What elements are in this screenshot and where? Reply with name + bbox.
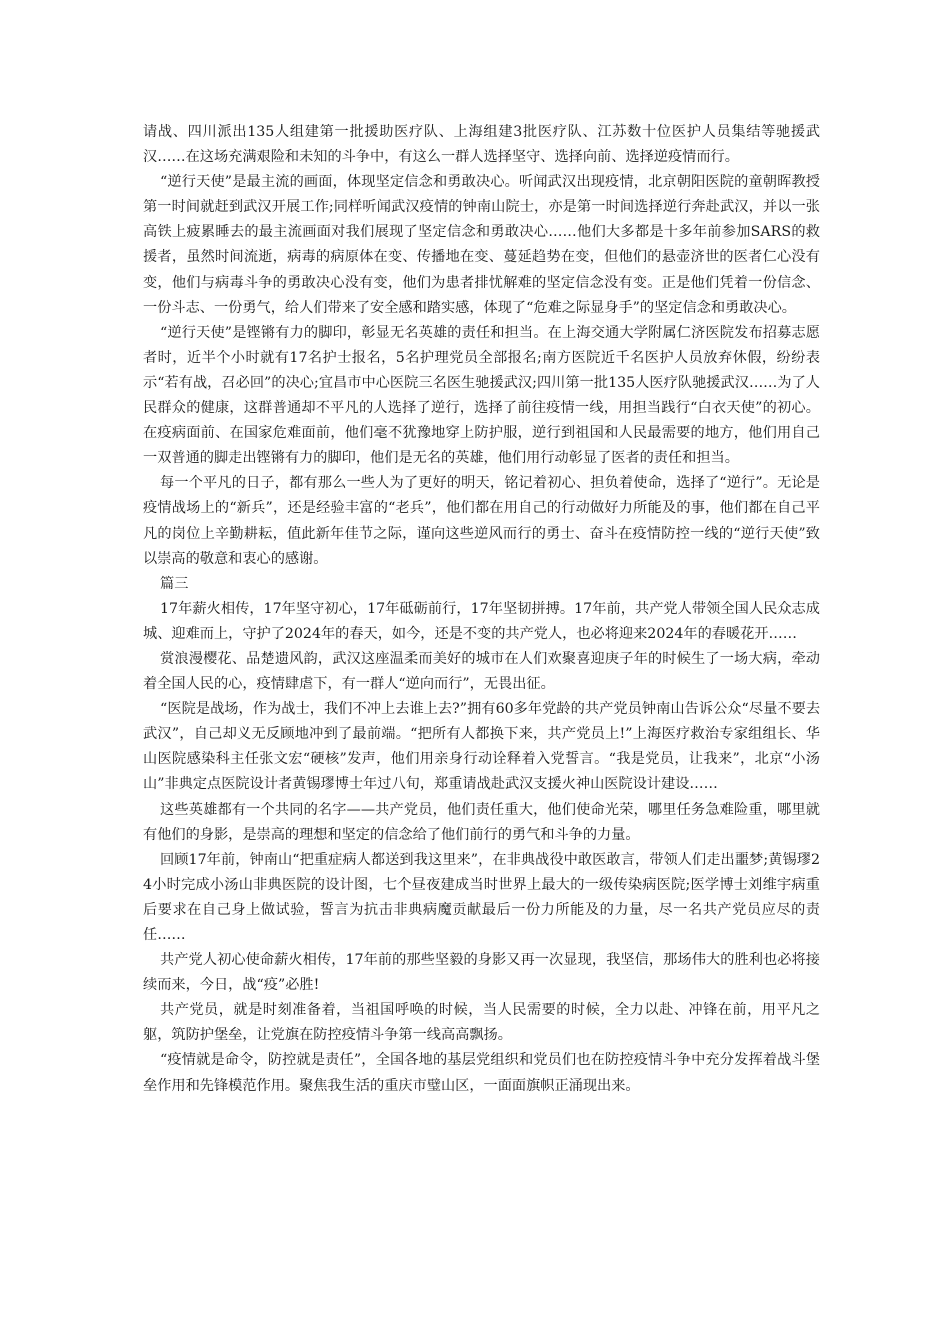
- paragraph-2: “逆行天使”是最主流的画面，体现坚定信念和勇敢决心。听闻武汉出现疫情，北京朝阳医院的童朝晖教授第一时间就赶到武汉开展工作;同样听闻武汉疫情的钟南山院士，亦是第一时间选择逆行奔赴武汉，并以一张高铁上疲累睡去的最主流画面对我们展现了坚定信念和勇敢决心……他们大多都是十多年前参加SARS的救援者，虽然时间流逝，病毒的病原体在变、传播地在变、蔓延趋势在变，但他们的悬壶济世的医者仁心没有变，他们与病毒斗争的勇敢决心没有变，他们为患者排忧解难的坚定信念没有变。正是他们凭着一份信念、一份斗志、一份勇气，给人们带来了安全感和踏实感，体现了“危难之际显身手”的坚定信念和勇敢决心。: [143, 174, 820, 316]
- document-page: [143, 120, 820, 1099]
- paragraph-10: 共产党人初心使命薪火相传，17年前的那些坚毅的身影又再一次显现，我坚信，那场伟大的胜利也必将接续而来，今日，战“疫”必胜!: [143, 952, 820, 994]
- paragraph-8: 这些英雄都有一个共同的名字——共产党员，他们责任重大，他们使命光荣，哪里任务急难险重，哪里就有他们的身影，是崇高的理想和坚定的信念给了他们前行的勇气和斗争的力量。: [143, 801, 820, 843]
- paragraph-1: 请战、四川派出135人组建第一批援助医疗队、上海组建3批医疗队、江苏数十位医护人员集结等驰援武汉……在这场充满艰险和未知的斗争中，有这么一群人选择坚守、选择向前、选择逆疫情而行。: [143, 124, 820, 166]
- paragraph-9: 回顾17年前，钟南山“把重症病人都送到我这里来”，在非典战役中敢医敢言，带领人们走出噩梦;黄锡璆24小时完成小汤山非典医院的设计图，七个昼夜建成当时世界上最大的一级传染病医院;医学博士刘维宇病重后要求在自己身上做试验，誓言为抗击非典病魔贡献最后一份力所能及的力量，尽一名共产党员应尽的责任……: [143, 851, 820, 943]
- paragraph-5: 17年薪火相传，17年坚守初心，17年砥砺前行，17年坚韧拼搏。17年前，共产党人带领全国人民众志成城、迎难而上，守护了2024年的春天，如今，还是不变的共产党人，也必将迎来2024年的春暖花开……: [143, 600, 820, 642]
- paragraph-3: “逆行天使”是铿锵有力的脚印，彰显无名英雄的责任和担当。在上海交通大学附属仁济医院发布招募志愿者时，近半个小时就有17名护士报名，5名护理党员全部报名;南方医院近千名医护人员放弃休假，纷纷表示“若有战，召必回”的决心;宜昌市中心医院三名医生驰援武汉;四川第一批135人医疗队驰援武汉……为了人民群众的健康，这群普通却不平凡的人选择了逆行，选择了前往疫情一线，用担当践行“白衣天使”的初心。在疫病面前、在国家危难面前，他们毫不犹豫地穿上防护服，逆行到祖国和人民最需要的地方，他们用自己一双普通的脚走出铿锵有力的脚印，他们是无名的英雄，他们用行动彰显了医者的责任和担当。: [143, 324, 820, 467]
- paragraph-12: “疫情就是命令，防控就是责任”，全国各地的基层党组织和党员们也在防控疫情斗争中充分发挥着战斗堡垒作用和先锋模范作用。聚焦我生活的重庆市璧山区，一面面旗帜正涌现出来。: [143, 1052, 820, 1094]
- paragraph-7: “医院是战场，作为战士，我们不冲上去谁上去?”拥有60多年党龄的共产党员钟南山告诉公众“尽量不要去武汉”，自己却义无反顾地冲到了最前端。“把所有人都换下来，共产党员上!”上海医疗救治专家组组长、华山医院感染科主任张文宏“硬核”发声，他们用亲身行动诠释着入党誓言。“我是党员，让我来”，北京“小汤山”非典定点医院设计者黄锡璆博士年过八旬，郑重请战赴武汉支援火神山医院设计建设……: [143, 701, 821, 793]
- paragraph-11: 共产党员，就是时刻准备着，当祖国呼唤的时候，当人民需要的时候，全力以赴、冲锋在前，用平凡之躯，筑防护堡垒，让党旗在防控疫情斗争第一线高高飘扬。: [143, 1002, 820, 1044]
- section-heading: 篇三: [160, 575, 189, 592]
- paragraph-4: 每一个平凡的日子，都有那么一些人为了更好的明天，铭记着初心、担负着使命，选择了“逆行”。无论是疫情战场上的“新兵”，还是经验丰富的“老兵”，他们都在用自己的行动做好力所能及的事，他们都在自己平凡的岗位上辛勤耕耘，值此新年佳节之际，谨向这些逆风而行的勇士、奋斗在疫情防控一线的“逆行天使”致以崇高的敬意和衷心的感谢。: [143, 475, 820, 567]
- paragraph-6: 赏浪漫樱花、品楚遗风韵，武汉这座温柔而美好的城市在人们欢聚喜迎庚子年的时候生了一场大病，牵动着全国人民的心，疫情肆虐下，有一群人“逆向而行”，无畏出征。: [143, 650, 820, 693]
